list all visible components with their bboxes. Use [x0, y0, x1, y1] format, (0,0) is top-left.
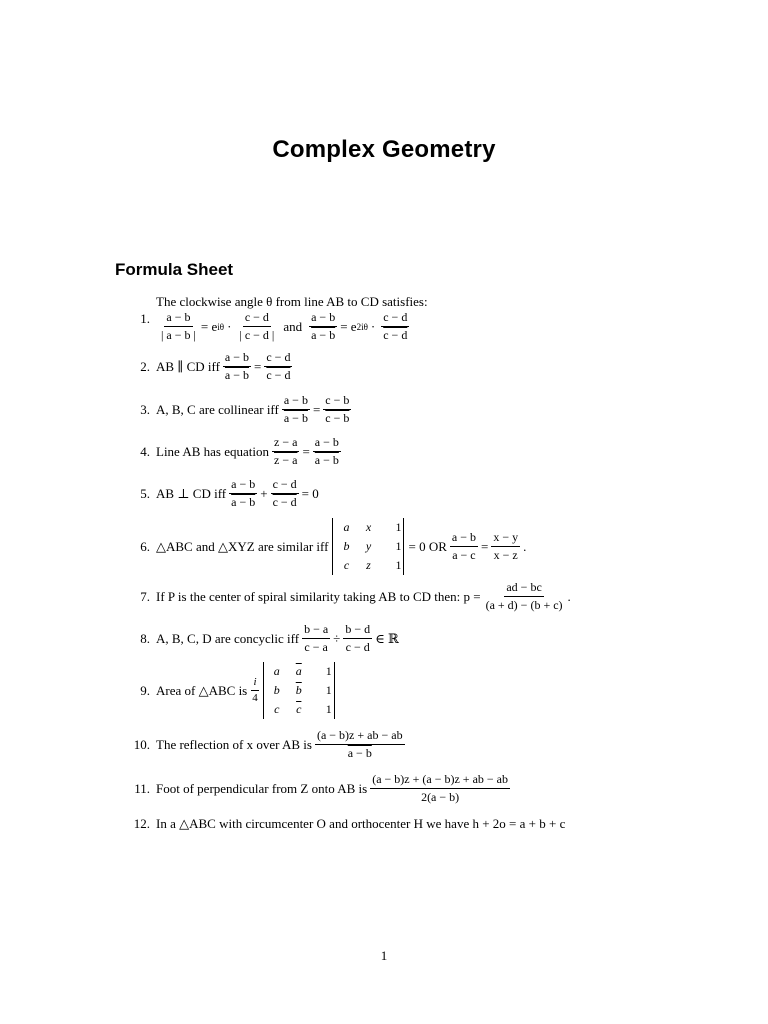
item-number: 5. — [140, 485, 150, 501]
fraction: $\frac{a - b}{a - c}$ — [451, 530, 476, 562]
tail: . — [523, 538, 527, 554]
equals-exp: = e — [200, 318, 218, 334]
item-number: 11. — [134, 780, 150, 796]
operator: + — [260, 485, 268, 501]
fraction: $\frac{i}{4}$ — [252, 676, 258, 704]
fraction: $\frac{x - y}{x - z}$ — [493, 530, 519, 562]
item-lead: AB ∥ CD iff — [156, 358, 220, 374]
fraction: $\frac{b - a}{c - a}$ — [304, 622, 329, 654]
item-number: 9. — [140, 682, 150, 698]
formula-item-12 — [124, 816, 684, 832]
operator: = — [480, 538, 489, 554]
item-lead: A, B, C, D are concyclic iff — [156, 630, 300, 646]
dot: · — [370, 318, 376, 334]
formula-item-5 — [124, 477, 684, 510]
exponent: 2iθ — [356, 321, 368, 332]
formula-item-8 — [124, 622, 684, 655]
fraction: $\frac{a - b}{a - b}$ — [283, 393, 308, 425]
item-lead: △ABC and △XYZ are similar iff — [156, 538, 329, 554]
formula-item-10 — [124, 728, 684, 761]
item-lead: Foot of perpendicular from Z onto AB is — [156, 780, 368, 796]
page-number: 1 — [380, 948, 388, 963]
dot: · — [227, 318, 232, 334]
fraction: $\frac{a - b}{| a - b |}$ — [161, 310, 196, 342]
operator: = — [312, 401, 321, 417]
formula-item-7 — [124, 580, 684, 613]
tail: . — [567, 588, 571, 604]
fraction: $\frac{z - a}{z - a}$ — [274, 435, 298, 467]
formula-item-1 — [124, 294, 684, 343]
item-number: 8. — [140, 630, 150, 646]
item-lead: The reflection of x over AB is — [156, 736, 312, 752]
formula-item-4 — [124, 435, 684, 468]
item-number: 6. — [140, 538, 150, 554]
item-number: 7. — [140, 588, 150, 604]
fraction: $\frac{a - b}{a - b}$ — [314, 435, 339, 467]
item-number: 2. — [140, 358, 150, 374]
item-text: The clockwise angle θ from line AB to CD satisfies: — [156, 294, 428, 309]
formula-item-6 — [124, 518, 684, 575]
item-lead: Area of △ABC is — [156, 682, 248, 698]
operator: = — [254, 358, 262, 374]
item-number: 4. — [140, 443, 150, 459]
item-lead: AB ⊥ CD iff — [156, 485, 227, 501]
fraction: $\frac{c - d}{c - d}$ — [272, 477, 297, 509]
formula-item-11 — [124, 772, 684, 805]
item-number: 12. — [133, 816, 150, 831]
formula-item-3 — [124, 393, 684, 426]
fraction: $\frac{b - d}{c - d}$ — [345, 622, 371, 654]
tail: = 0 — [301, 485, 319, 501]
item-number: 1. — [140, 310, 150, 326]
operator: = — [302, 443, 310, 459]
fraction: $\frac{c - d}{c - d}$ — [383, 310, 408, 342]
item-number: 3. — [140, 401, 150, 417]
fraction: $\frac{ad - bc}{(a + d) - (b + c)}$ — [485, 580, 563, 612]
fraction: $\frac{c - d}{| c - d |}$ — [239, 310, 275, 342]
tail: ∈ ℝ — [375, 630, 399, 646]
fraction: $\frac{c - b}{c - b}$ — [325, 393, 350, 425]
section-heading: Formula Sheet — [115, 260, 234, 279]
fraction: $\frac{(a - b)z + ab - ab}{a - b}$ — [316, 728, 403, 760]
item-text: In a △ABC with circumcenter O and orthocenter H we have h + 2o = a + b + c — [156, 816, 566, 831]
formula-item-2 — [124, 350, 684, 383]
formula-item-9 — [124, 662, 684, 719]
fraction: $\frac{(a - b)z + (a - b)z + ab - ab}{2(a - b)}$ — [372, 772, 508, 804]
exponent: iθ — [217, 321, 225, 332]
item-number: 10. — [133, 736, 150, 752]
equals-exp: = e — [340, 318, 357, 334]
item-lead: A, B, C are collinear iff — [156, 401, 279, 417]
and-word: and — [283, 318, 303, 334]
page-title: Complex Geometry — [272, 136, 496, 163]
operator: ÷ — [333, 630, 341, 646]
item-lead: If P is the center of spiral similarity taking AB to CD then: p = — [156, 588, 481, 604]
mid-text: = 0 OR — [408, 538, 447, 554]
determinant: a $\overline{a}$ 1 b $\overline{b}$ 1 c $\overline{c}$ 1 — [263, 662, 335, 719]
item-lead: Line AB has equation — [156, 443, 270, 459]
fraction: $\frac{a - b}{a - b}$ — [231, 477, 256, 509]
fraction: $\frac{a - b}{a - b}$ — [311, 310, 336, 342]
fraction: $\frac{a - b}{a - b}$ — [224, 350, 250, 382]
determinant: a x 1 b y 1 c z 1 — [332, 518, 404, 575]
fraction: $\frac{c - d}{c - d}$ — [266, 350, 291, 382]
